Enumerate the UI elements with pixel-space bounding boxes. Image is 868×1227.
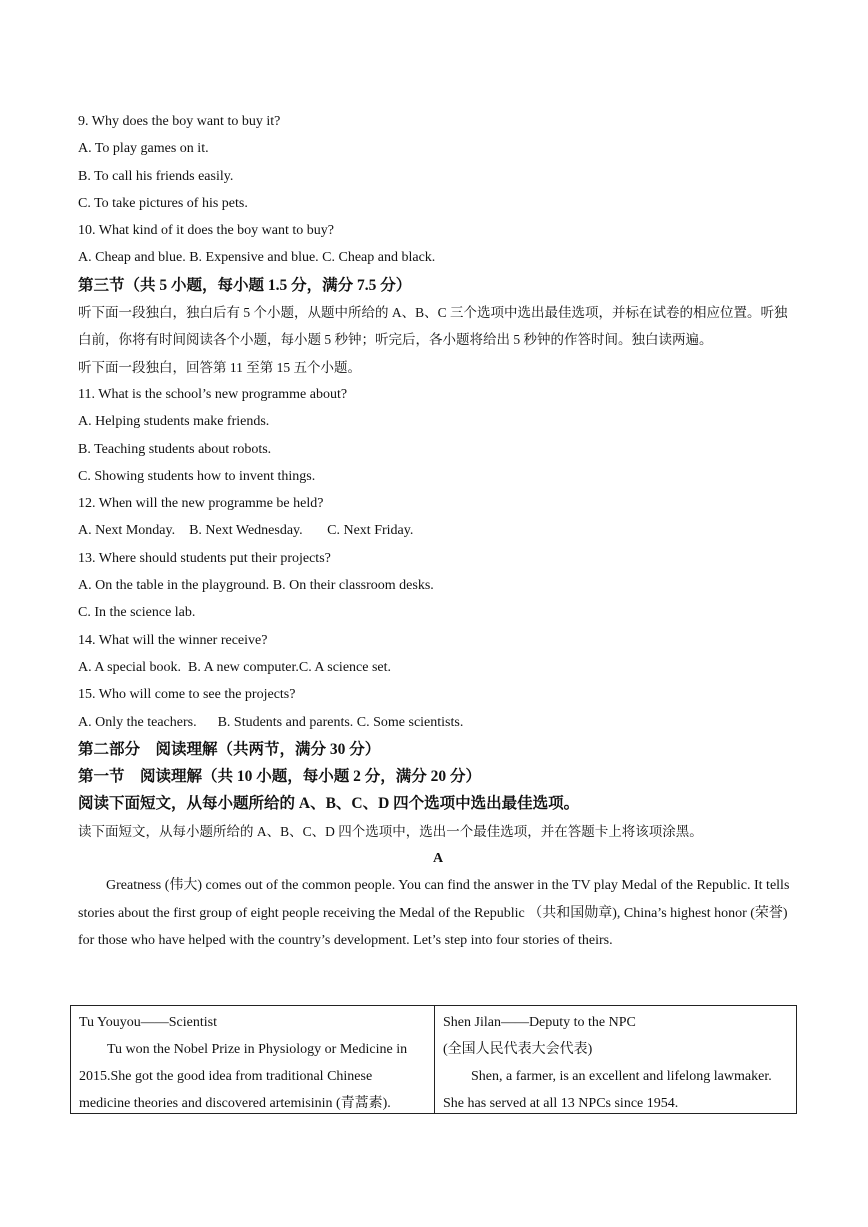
passage-label: A xyxy=(432,851,444,867)
cell-body: Shen, a farmer, is an excellent and lifelong lawmaker. She has served at all 13 NPCs since 1954. xyxy=(443,1069,772,1111)
options-10: A. Cheap and blue. B. Expensive and blue. C. Cheap and black. xyxy=(78,250,436,266)
options-12: A. Next Monday. B. Next Wednesday. C. Next Friday. xyxy=(78,523,414,539)
section-3-intro: 听下面一段独白，回答第 11 至第 15 五个小题。 xyxy=(78,359,361,375)
question-9: 9. Why does the boy want to buy it? xyxy=(78,114,281,129)
option-13c: C. In the science lab. xyxy=(78,605,196,621)
section-3-heading: 第三节（共 5 小题，每小题 1.5 分，满分 7.5 分） xyxy=(78,276,412,294)
question-15: 15. Who will come to see the projects? xyxy=(78,687,296,703)
cell-subtitle: (全国人民代表大会代表) xyxy=(443,1042,593,1057)
section-3-instruction: 听下面一段独白，独白后有 5 个小题，从题中所给的 A、B、C 三个选项中选出最佳选项，并标在试卷的相应位置。听独白前，你将有时间阅读各个小题，每小题 5 秒钟；听完后，各小题将给出 5 秒钟的作答时间。独白读两遍。 xyxy=(78,305,788,348)
question-10: 10. What kind of it does the boy want to buy? xyxy=(78,223,334,239)
exam-page xyxy=(78,108,798,954)
option-9a: A. To play games on it. xyxy=(78,141,209,157)
reading-instruction: 读下面短文，从每小题所给的 A、B、C、D 四个选项中，选出一个最佳选项，并在答题卡上将该项涂黑。 xyxy=(78,823,703,839)
option-9b: B. To call his friends easily. xyxy=(78,168,234,184)
passage-text: Greatness (伟大) comes out of the common people. You can find the answer in the TV play Medal of the Republic. It tells stories about the first group of eight people receiving the Medal of the Republic （共和国勋章), China’s highest honor (荣誉) for those who have helped with the country’s development. Let’s step into four stories of theirs. xyxy=(78,878,790,948)
option-11a: A. Helping students make friends. xyxy=(78,414,270,430)
cell-body: Tu won the Nobel Prize in Physiology or Medicine in 2015.She got the good idea from traditional Chinese medicine theories and discovered artemisinin (青蒿素). xyxy=(79,1042,408,1111)
reading-section-heading: 第一节 阅读理解（共 10 小题，每小题 2 分，满分 20 分） xyxy=(78,768,482,786)
table-cell-tu-youyou xyxy=(71,1006,435,1113)
option-11b: B. Teaching students about robots. xyxy=(78,441,272,457)
question-14: 14. What will the winner receive? xyxy=(78,632,268,648)
options-15: A. Only the teachers. B. Students and parents. C. Some scientists. xyxy=(78,714,464,730)
stories-table xyxy=(70,1005,797,1114)
options-13ab: A. On the table in the playground. B. On their classroom desks. xyxy=(78,578,434,594)
option-11c: C. Showing students how to invent things. xyxy=(78,468,316,484)
part-2-heading: 第二部分 阅读理解（共两节，满分 30 分） xyxy=(78,740,381,758)
table-cell-shen-jilan xyxy=(435,1006,796,1113)
question-11: 11. What is the school’s new programme about? xyxy=(78,386,348,402)
reading-instruction-bold: 阅读下面短文，从每小题所给的 A、B、C、D 四个选项中选出最佳选项。 xyxy=(78,795,580,813)
option-9c: C. To take pictures of his pets. xyxy=(78,195,248,211)
question-12: 12. When will the new programme be held? xyxy=(78,496,324,512)
options-14: A. A special book. B. A new computer.C. A science set. xyxy=(78,659,392,675)
question-13: 13. Where should students put their projects? xyxy=(78,550,331,566)
cell-title: Tu Youyou——Scientist xyxy=(79,1015,217,1030)
cell-title: Shen Jilan——Deputy to the NPC xyxy=(443,1015,636,1030)
